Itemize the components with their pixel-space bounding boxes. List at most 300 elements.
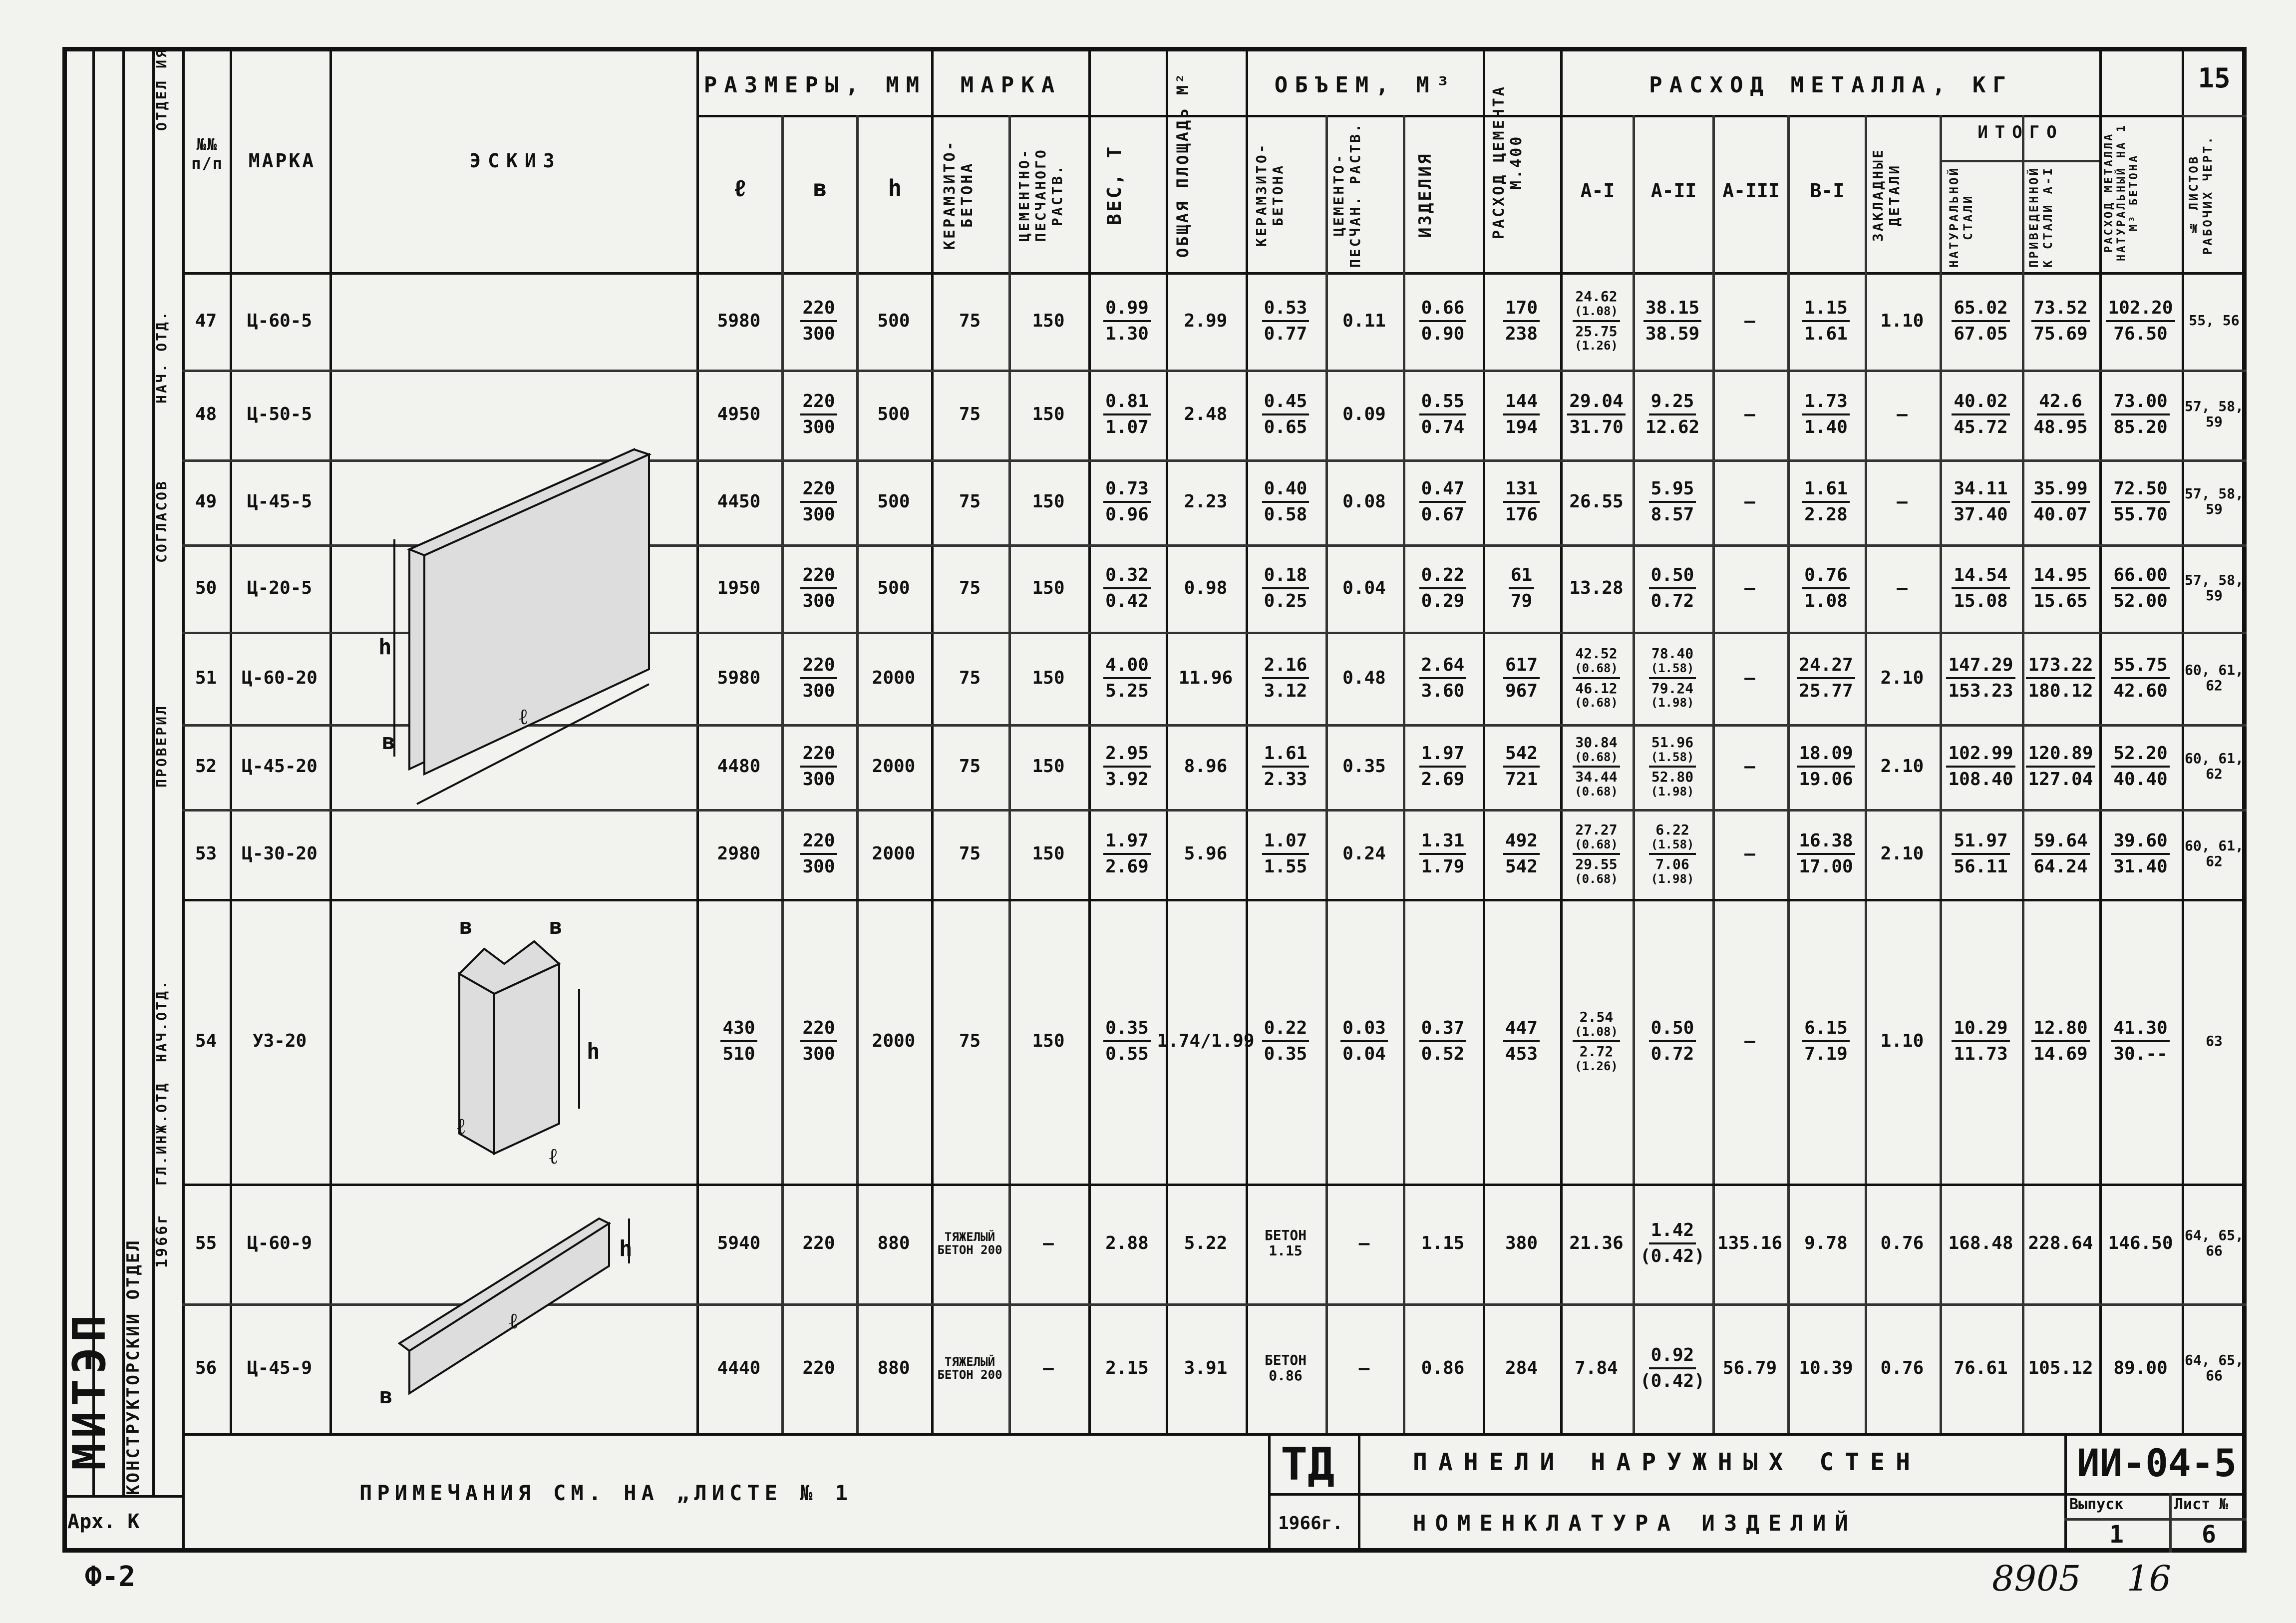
cell-vk [1249, 275, 1322, 367]
value: 2.10 [1880, 843, 1924, 864]
value-top: 220 [800, 1018, 837, 1042]
cell-red [2025, 547, 2096, 629]
value-bottom: 542 [1505, 856, 1538, 877]
cell-emb [1868, 727, 1937, 806]
value-bottom: 3.92 [1105, 769, 1149, 790]
cell-v1 [1790, 275, 1862, 367]
cell-mc [1011, 275, 1085, 367]
value-top: 542 [1503, 744, 1540, 768]
thin-b-label: в [379, 1383, 393, 1409]
handwritten-code: 8905 [1992, 1558, 2081, 1599]
footer-title-1: ПАНЕЛИ НАРУЖНЫХ СТЕН [1413, 1448, 1921, 1476]
value-top: 0.50 [1649, 565, 1696, 589]
cell-mc [1011, 812, 1085, 896]
header-total: ИТОГО [1977, 122, 2064, 142]
corner-b-label-2: в [549, 914, 563, 939]
value-note: (0.68) [1575, 750, 1618, 764]
cell-red [2025, 635, 2096, 721]
cell-h [859, 547, 928, 629]
stamp-role-3: СОГЛАСОВ [153, 479, 170, 563]
cell-v1 [1790, 373, 1862, 456]
value-top: 55.75 [2111, 655, 2169, 679]
value-top: 220 [800, 655, 837, 679]
value-bottom: 0.58 [1264, 504, 1308, 525]
value-bottom: 0.96 [1105, 504, 1149, 525]
cell-nat [1943, 1187, 2019, 1300]
value-bottom: 0.35 [1264, 1044, 1308, 1064]
cell-mark [233, 462, 327, 541]
value: 150 [1032, 756, 1065, 777]
value-top [1573, 646, 1620, 679]
value-top: 0.37 [1419, 1018, 1467, 1042]
value-bottom [1573, 855, 1620, 885]
cell-per [2102, 635, 2179, 721]
cell-w [1091, 1187, 1163, 1300]
cell-nat [1943, 1306, 2019, 1430]
value: 5980 [717, 310, 761, 331]
cell-area [1169, 727, 1243, 806]
cell-red [2025, 902, 2096, 1181]
value-bottom: 300 [802, 590, 835, 611]
value: Ц-60-20 [242, 667, 318, 688]
cell-vk [1249, 902, 1322, 1181]
cell-l [699, 1306, 778, 1430]
thin-h-label: h [619, 1236, 633, 1261]
value: 27.27 [1575, 821, 1618, 838]
value-bottom: 300 [802, 680, 835, 701]
footer-series: ИИ-04-5 [2077, 1441, 2237, 1485]
cell-cem [1486, 727, 1557, 806]
cell-a3 [1715, 1187, 1784, 1300]
value-bottom: (0.42) [1640, 1246, 1705, 1266]
cell-cem [1486, 462, 1557, 541]
value: 24.62 [1575, 288, 1618, 305]
cell-vk [1249, 1306, 1322, 1430]
value: 150 [1032, 404, 1065, 425]
value: 53 [195, 843, 217, 864]
value-top: 0.76 [1802, 565, 1850, 589]
cell-n [185, 727, 227, 806]
cell-a1 [1563, 902, 1630, 1181]
cell-vc [1328, 727, 1400, 806]
cell-mk [934, 902, 1005, 1181]
value-bottom: 19.06 [1799, 769, 1853, 790]
cell-v1 [1790, 727, 1862, 806]
cell-cem [1486, 902, 1557, 1181]
cell-per [2102, 727, 2179, 806]
value-top: 9.25 [1649, 392, 1696, 415]
value: 7.84 [1575, 1358, 1618, 1379]
value: 0.86 [1421, 1358, 1465, 1379]
cell-l [699, 902, 778, 1181]
cell-cem [1486, 1306, 1557, 1430]
cell-mc [1011, 1306, 1085, 1430]
stamp-role-4: ПРОВЕРИЛ [153, 704, 170, 788]
cell-w [1091, 727, 1163, 806]
value: 4440 [717, 1358, 761, 1379]
value-bottom: 1.55 [1264, 856, 1308, 877]
value: 54 [195, 1031, 217, 1052]
cell-nat [1943, 635, 2019, 721]
value: БЕТОН 0.86 [1264, 1352, 1307, 1384]
value: 1.15 [1421, 1233, 1465, 1254]
value: 42.52 [1575, 645, 1618, 662]
cell-b [784, 812, 853, 896]
cell-mk [934, 275, 1005, 367]
cell-red [2025, 275, 2096, 367]
value-top: 617 [1503, 655, 1540, 679]
value: 7.06 [1655, 856, 1689, 872]
value-top: 0.66 [1419, 298, 1467, 322]
value: 75 [959, 310, 981, 331]
value: 8.96 [1184, 756, 1228, 777]
value-top: 220 [800, 565, 837, 589]
cell-b [784, 275, 853, 367]
value: — [1897, 577, 1908, 598]
value-bottom: 0.04 [1342, 1044, 1386, 1064]
value: 30.84 [1575, 734, 1618, 751]
value-bottom: 76.50 [2113, 323, 2168, 344]
value-top: 173.22 [2026, 655, 2095, 679]
value: 228.64 [2028, 1233, 2093, 1254]
value-bottom: 0.65 [1264, 417, 1308, 437]
value: 2.48 [1184, 404, 1228, 425]
cell-mc [1011, 547, 1085, 629]
value: 52.80 [1651, 769, 1694, 785]
value-bottom [1573, 768, 1620, 798]
value-top: 29.04 [1567, 392, 1625, 415]
cell-mk [934, 1306, 1005, 1430]
cell-vk [1249, 462, 1322, 541]
cell-nat [1943, 812, 2019, 896]
value: 0.76 [1880, 1358, 1924, 1379]
value: УЗ-20 [252, 1031, 307, 1052]
sketch-corner-unit [409, 914, 629, 1174]
cell-sh [2185, 812, 2244, 896]
cell-w [1091, 635, 1163, 721]
value-top: 220 [800, 298, 837, 322]
cell-mc [1011, 1187, 1085, 1300]
value-top: 1.07 [1262, 831, 1310, 855]
cell-vc [1328, 1306, 1400, 1430]
cell-per [2102, 1187, 2179, 1300]
value-top: 220 [800, 479, 837, 503]
cell-h [859, 635, 928, 721]
value-top: 220 [800, 744, 837, 768]
cell-vk [1249, 812, 1322, 896]
cell-a1 [1563, 727, 1630, 806]
cell-a2 [1636, 1187, 1709, 1300]
cell-v1 [1790, 547, 1862, 629]
value-top: 0.45 [1262, 392, 1310, 415]
value-bottom: 15.65 [2033, 590, 2088, 611]
cell-emb [1868, 812, 1937, 896]
value-bottom: 0.77 [1264, 323, 1308, 344]
value-note: (1.58) [1650, 661, 1694, 676]
header-vol-cement: ЦЕМЕНТО-ПЕСЧАН. РАСТВ. [1330, 122, 1363, 268]
value: 4450 [717, 491, 761, 512]
value: 13.28 [1569, 577, 1624, 598]
value: 220 [802, 1233, 835, 1254]
cell-a2 [1636, 373, 1709, 456]
cell-h [859, 812, 928, 896]
cell-mk [934, 462, 1005, 541]
value: — [1744, 310, 1755, 331]
value-top: 0.92 [1649, 1345, 1696, 1369]
value-bottom: 180.12 [2028, 680, 2093, 701]
value-bottom [1573, 679, 1620, 710]
header-nn: №№ п/п [191, 135, 223, 173]
value-bottom: 0.67 [1421, 504, 1465, 525]
cell-red [2025, 1187, 2096, 1300]
cell-n [185, 1187, 227, 1300]
cell-h [859, 462, 928, 541]
value-note: (1.26) [1575, 1059, 1618, 1073]
value-note: (1.08) [1575, 304, 1618, 319]
value-note: (1.08) [1575, 1024, 1618, 1039]
footer-list: 6 [2202, 1521, 2216, 1549]
cell-a1 [1563, 635, 1630, 721]
header-metal-per: РАСХОД МЕТАЛЛА НАТУРАЛЬНЫЙ НА 1 М³ БЕТОНА [2103, 123, 2140, 261]
cell-sh [2185, 1306, 2244, 1430]
header-b: в [813, 175, 827, 202]
value: Ц-20-5 [247, 577, 313, 598]
value-bottom: 85.20 [2113, 417, 2168, 437]
value: — [1897, 491, 1908, 512]
value: 89.00 [2113, 1358, 2168, 1379]
value: 50 [195, 577, 217, 598]
header-mark: МАРКА [248, 150, 316, 172]
header-h: h [888, 175, 902, 202]
value-bottom: 127.04 [2028, 769, 2093, 790]
value-bottom: 2.28 [1804, 504, 1848, 525]
value-bottom: 79 [1510, 590, 1533, 611]
cell-mk [934, 373, 1005, 456]
cell-a2 [1636, 635, 1709, 721]
value-top: 14.54 [1952, 565, 2009, 589]
stamp-role-1: ОТДЕЛ ИЯ [153, 47, 170, 131]
value-top: 2.16 [1262, 655, 1310, 679]
value: 6.22 [1655, 821, 1689, 838]
cell-nat [1943, 547, 2019, 629]
value-bottom: 2.33 [1264, 769, 1308, 790]
value: Ц-45-9 [247, 1358, 313, 1379]
cell-emb [1868, 373, 1937, 456]
cell-vi [1406, 1187, 1480, 1300]
value: 60, 61, 62 [2185, 750, 2244, 782]
header-natural: НАТУРАЛЬНОЙ СТАЛИ [1947, 166, 1975, 268]
value-bottom: 15.08 [1954, 590, 2008, 611]
cell-b [784, 462, 853, 541]
header-metal: РАСХОД МЕТАЛЛА, КГ [1649, 72, 2013, 98]
header-vol-keramzit: КЕРАМЗИТО-БЕТОНА [1253, 142, 1286, 247]
value-bottom [1573, 322, 1620, 353]
cell-mark [233, 812, 327, 896]
cell-a1 [1563, 1306, 1630, 1430]
cell-nat [1943, 462, 2019, 541]
value-bottom [1649, 855, 1696, 885]
cell-n [185, 1306, 227, 1430]
cell-emb [1868, 547, 1937, 629]
header-embedded: ЗАКЛАДНЫЕ ДЕТАЛИ [1870, 148, 1903, 242]
cell-a3 [1715, 902, 1784, 1181]
cell-mk [934, 547, 1005, 629]
value-top: 220 [800, 392, 837, 415]
value: 55, 56 [2189, 312, 2240, 329]
value-top: 1.42 [1649, 1220, 1696, 1244]
header-sketch: ЭСКИЗ [469, 150, 562, 172]
value-bottom: 0.90 [1421, 323, 1465, 344]
value-bottom: 45.72 [1954, 417, 2008, 437]
cell-a2 [1636, 275, 1709, 367]
value-top: 0.55 [1419, 392, 1467, 415]
cell-mc [1011, 902, 1085, 1181]
value: 57, 58, 59 [2185, 398, 2244, 430]
value-top [1573, 735, 1620, 768]
value-top: 42.6 [2037, 392, 2084, 415]
cell-a1 [1563, 275, 1630, 367]
value: — [1358, 1358, 1370, 1379]
cell-a2 [1636, 902, 1709, 1181]
value-top: 1.73 [1802, 392, 1850, 415]
value-top: 0.32 [1103, 565, 1151, 589]
value: — [1744, 667, 1755, 688]
header-vol-item: ИЗДЕЛИЯ [1415, 152, 1435, 238]
value: 76.61 [1954, 1358, 2008, 1379]
value-bottom: 1.08 [1804, 590, 1848, 611]
value: — [1744, 843, 1755, 864]
value: 168.48 [1948, 1233, 2013, 1254]
value-top: 144 [1503, 392, 1540, 415]
cell-v1 [1790, 1306, 1862, 1430]
cell-vi [1406, 635, 1480, 721]
header-cement-use: РАСХОД ЦЕМЕНТА М.400 [1490, 85, 1525, 240]
value: 63 [2206, 1032, 2223, 1049]
value: 29.55 [1575, 856, 1618, 872]
cell-cem [1486, 812, 1557, 896]
value-note: (1.98) [1650, 784, 1694, 799]
value-bottom: 31.70 [1569, 417, 1624, 437]
value-top: 1.97 [1419, 744, 1467, 768]
value-bottom: 56.11 [1954, 856, 2008, 877]
value: 3.91 [1184, 1358, 1228, 1379]
cell-l [699, 275, 778, 367]
footer-td: ТД [1281, 1438, 1335, 1491]
value: 2.99 [1184, 310, 1228, 331]
value: 500 [877, 404, 910, 425]
value-top: 24.27 [1797, 655, 1855, 679]
value-bottom: 721 [1505, 769, 1538, 790]
cell-mark [233, 275, 327, 367]
value: 2.88 [1105, 1233, 1149, 1254]
value: 4950 [717, 404, 761, 425]
cell-sh [2185, 635, 2244, 721]
value-bottom: 1.07 [1105, 417, 1149, 437]
value-top: 0.40 [1262, 479, 1310, 503]
value: 57, 58, 59 [2185, 571, 2244, 604]
value: 5980 [717, 667, 761, 688]
cell-b [784, 635, 853, 721]
value-top: 120.89 [2026, 744, 2095, 768]
value-top: 220 [800, 831, 837, 855]
value-note: (0.68) [1575, 696, 1618, 710]
value: 880 [877, 1233, 910, 1254]
value: — [1358, 1233, 1370, 1254]
value: 500 [877, 491, 910, 512]
value: — [1744, 491, 1755, 512]
bottom-left-code: Ф-2 [85, 1561, 136, 1593]
value-bottom: 3.12 [1264, 680, 1308, 701]
value-top [1573, 822, 1620, 855]
cell-area [1169, 462, 1243, 541]
cell-n [185, 902, 227, 1181]
value: 9.78 [1804, 1233, 1848, 1254]
footer-title-2: НОМЕНКЛАТУРА ИЗДЕЛИЙ [1413, 1511, 1857, 1536]
cell-a2 [1636, 812, 1709, 896]
cell-mark [233, 635, 327, 721]
value: 4480 [717, 756, 761, 777]
cell-a3 [1715, 275, 1784, 367]
sketch-l-label: ℓ [519, 704, 528, 730]
value-bottom: 8.57 [1650, 504, 1694, 525]
cell-v1 [1790, 902, 1862, 1181]
header-dims: РАЗМЕРЫ, ММ [703, 72, 927, 98]
value-bottom: 300 [802, 323, 835, 344]
value-bottom [1649, 679, 1696, 710]
value: 52 [195, 756, 217, 777]
cell-v1 [1790, 1187, 1862, 1300]
sketch-panel-large [334, 424, 694, 814]
cell-emb [1868, 462, 1937, 541]
cell-mark [233, 727, 327, 806]
value-top [1649, 822, 1696, 855]
value-top: 39.60 [2111, 831, 2169, 855]
cell-red [2025, 462, 2096, 541]
cell-vi [1406, 812, 1480, 896]
cell-a2 [1636, 727, 1709, 806]
value-note: (0.68) [1575, 784, 1618, 799]
value-bottom: 25.77 [1799, 680, 1853, 701]
cell-n [185, 812, 227, 896]
cell-cem [1486, 635, 1557, 721]
value: 0.09 [1342, 404, 1386, 425]
footer-note: ПРИМЕЧАНИЯ СМ. НА „ЛИСТЕ № 1 [359, 1481, 853, 1505]
value: 56 [195, 1358, 217, 1379]
value: Ц-50-5 [247, 404, 313, 425]
value-bottom: 2.69 [1105, 856, 1149, 877]
value-top [1573, 1010, 1620, 1042]
value: 25.75 [1575, 323, 1618, 340]
cell-vi [1406, 727, 1480, 806]
value: Ц-60-9 [247, 1233, 313, 1254]
cell-w [1091, 812, 1163, 896]
cell-mk [934, 727, 1005, 806]
value-top: 0.22 [1419, 565, 1467, 589]
value-top: 0.50 [1649, 1018, 1696, 1042]
value: 150 [1032, 577, 1065, 598]
value-bottom: 48.95 [2033, 417, 2088, 437]
header-area: ОБЩАЯ ПЛОЩАДЬ М² [1173, 71, 1192, 258]
cell-emb [1868, 275, 1937, 367]
value: 60, 61, 62 [2185, 837, 2244, 869]
cell-h [859, 373, 928, 456]
value: 79.24 [1651, 680, 1694, 697]
value: 146.50 [2108, 1233, 2173, 1254]
cell-cem [1486, 547, 1557, 629]
value-bottom: 1.61 [1804, 323, 1848, 344]
header-sheets: № ЛИСТОВ РАБОЧИХ ЧЕРТ. [2187, 135, 2215, 255]
value-bottom: 0.72 [1650, 1044, 1694, 1064]
